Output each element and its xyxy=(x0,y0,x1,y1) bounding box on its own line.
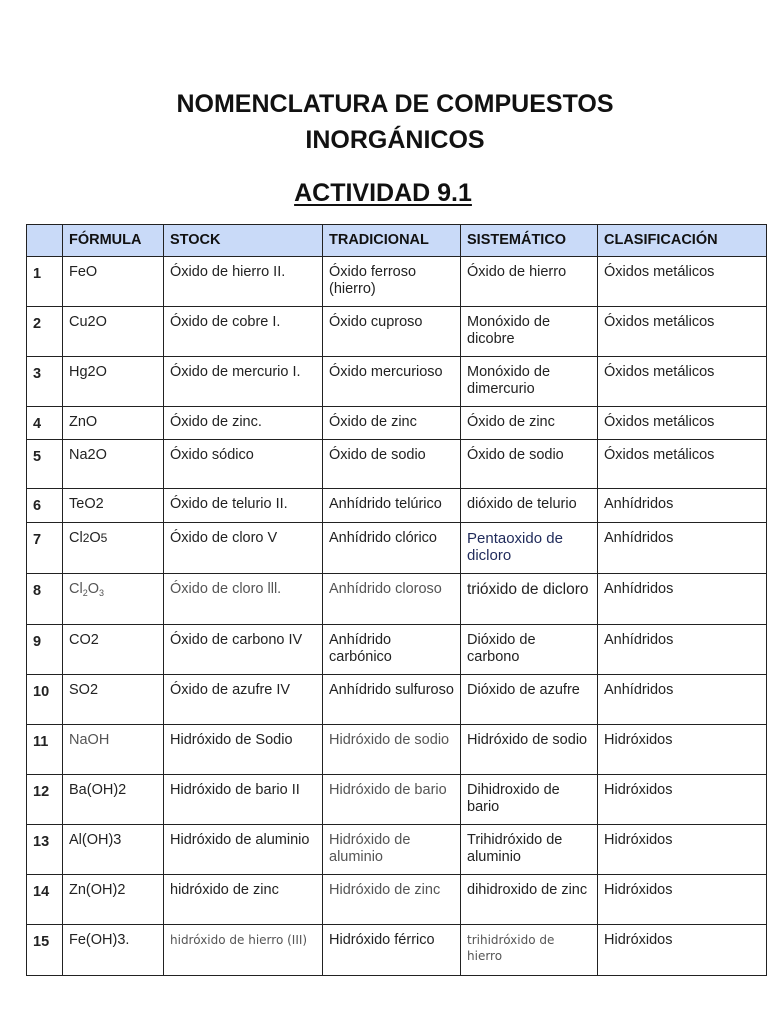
stock-cell: Óxido de zinc. xyxy=(164,406,323,440)
table-header-row xyxy=(27,225,767,257)
table-row xyxy=(27,306,767,356)
tradicional-cell: Anhídrido telúrico xyxy=(323,489,461,523)
formula-cell: TeO2 xyxy=(63,489,164,523)
sistematico-cell: Dióxido de carbono xyxy=(461,624,598,674)
clasificacion-cell: Óxidos metálicos xyxy=(598,440,767,489)
sistematico-cell: Óxido de sodio xyxy=(461,440,598,489)
stock-cell: Óxido de telurio II. xyxy=(164,489,323,523)
title-line-2: INORGÁNICOS xyxy=(305,126,485,154)
sistematico-cell: Monóxido de dimercurio xyxy=(461,356,598,406)
table-row xyxy=(27,440,767,489)
header-tradicional: TRADICIONAL xyxy=(323,225,461,257)
formula-element: O xyxy=(87,580,99,597)
clasificacion-cell: Óxidos metálicos xyxy=(598,406,767,440)
sistematico-cell: dióxido de telurio xyxy=(461,489,598,523)
tradicional-cell: Óxido de zinc xyxy=(323,406,461,440)
tradicional-cell: Anhídrido clórico xyxy=(323,522,461,573)
title-line-1: NOMENCLATURA DE COMPUESTOS xyxy=(176,90,614,118)
tradicional-cell: Anhídrido carbónico xyxy=(323,624,461,674)
table-row xyxy=(27,522,767,573)
header-sistematico: SISTEMÁTICO xyxy=(461,225,598,257)
tradicional-cell: Óxido ferroso (hierro) xyxy=(323,256,461,306)
row-number: 15 xyxy=(27,924,63,975)
stock-cell: Óxido de cloro lll. xyxy=(164,573,323,624)
row-number: 13 xyxy=(27,824,63,874)
activity-subtitle: ACTIVIDAD 9.1 xyxy=(294,179,472,207)
clasificacion-cell: Anhídridos xyxy=(598,522,767,573)
row-number: 14 xyxy=(27,874,63,924)
header-number xyxy=(27,225,63,257)
row-number: 5 xyxy=(27,440,63,489)
clasificacion-cell: Hidróxidos xyxy=(598,924,767,975)
stock-cell: Óxido de azufre IV xyxy=(164,674,323,724)
row-number: 7 xyxy=(27,522,63,573)
stock-cell: hidróxido de zinc xyxy=(164,874,323,924)
formula-element: O xyxy=(89,529,101,546)
clasificacion-cell: Hidróxidos xyxy=(598,724,767,774)
tradicional-cell: Óxido mercurioso xyxy=(323,356,461,406)
row-number: 3 xyxy=(27,356,63,406)
table-row xyxy=(27,489,767,523)
row-number: 2 xyxy=(27,306,63,356)
sistematico-cell: Dióxido de azufre xyxy=(461,674,598,724)
tradicional-cell: Hidróxido de bario xyxy=(323,774,461,824)
clasificacion-cell: Óxidos metálicos xyxy=(598,356,767,406)
formula-subscript: 2 xyxy=(82,530,90,545)
clasificacion-cell: Hidróxidos xyxy=(598,874,767,924)
row-number: 6 xyxy=(27,489,63,523)
nomenclature-table xyxy=(26,224,767,976)
sistematico-cell: Óxido de zinc xyxy=(461,406,598,440)
table-row xyxy=(27,774,767,824)
sistematico-cell: trióxido de dicloro xyxy=(461,573,598,624)
stock-cell: Hidróxido de Sodio xyxy=(164,724,323,774)
clasificacion-cell: Hidróxidos xyxy=(598,774,767,824)
table-row xyxy=(27,406,767,440)
formula-cell xyxy=(63,573,164,624)
stock-cell: Óxido de hierro II. xyxy=(164,256,323,306)
stock-cell: Óxido de cobre I. xyxy=(164,306,323,356)
table-row xyxy=(27,356,767,406)
formula-cell: ZnO xyxy=(63,406,164,440)
row-number: 12 xyxy=(27,774,63,824)
stock-cell: hidróxido de hierro (III) xyxy=(164,924,323,975)
table-row xyxy=(27,924,767,975)
formula-cell xyxy=(63,522,164,573)
header-stock: STOCK xyxy=(164,225,323,257)
row-number: 4 xyxy=(27,406,63,440)
tradicional-cell: Anhídrido sulfuroso xyxy=(323,674,461,724)
sistematico-cell: trihidróxido de hierro xyxy=(461,924,598,975)
row-number: 10 xyxy=(27,674,63,724)
clasificacion-cell: Óxidos metálicos xyxy=(598,256,767,306)
row-number: 9 xyxy=(27,624,63,674)
table-row xyxy=(27,824,767,874)
sistematico-cell: Hidróxido de sodio xyxy=(461,724,598,774)
table-row xyxy=(27,724,767,774)
tradicional-cell: Óxido cuproso xyxy=(323,306,461,356)
tradicional-cell: Hidróxido férrico xyxy=(323,924,461,975)
row-number: 11 xyxy=(27,724,63,774)
formula-cell: SO2 xyxy=(63,674,164,724)
formula-cell: Na2O xyxy=(63,440,164,489)
tradicional-cell: Hidróxido de zinc xyxy=(323,874,461,924)
row-number: 8 xyxy=(27,573,63,624)
tradicional-cell: Óxido de sodio xyxy=(323,440,461,489)
formula-cell: Ba(OH)2 xyxy=(63,774,164,824)
formula-cell: Fe(OH)3. xyxy=(63,924,164,975)
row-number: 1 xyxy=(27,256,63,306)
stock-cell: Óxido sódico xyxy=(164,440,323,489)
tradicional-cell: Hidróxido de sodio xyxy=(323,724,461,774)
table-row xyxy=(27,573,767,624)
stock-cell: Óxido de cloro V xyxy=(164,522,323,573)
formula-subscript: 3 xyxy=(99,587,105,598)
stock-cell: Hidróxido de aluminio xyxy=(164,824,323,874)
stock-cell: Hidróxido de bario II xyxy=(164,774,323,824)
clasificacion-cell: Anhídridos xyxy=(598,674,767,724)
clasificacion-cell: Óxidos metálicos xyxy=(598,306,767,356)
formula-cell: Hg2O xyxy=(63,356,164,406)
tradicional-cell: Anhídrido cloroso xyxy=(323,573,461,624)
table-row xyxy=(27,624,767,674)
tradicional-cell: Hidróxido de aluminio xyxy=(323,824,461,874)
clasificacion-cell: Anhídridos xyxy=(598,624,767,674)
formula-element: Cl xyxy=(69,580,83,597)
stock-cell: Óxido de carbono IV xyxy=(164,624,323,674)
formula-cell: Zn(OH)2 xyxy=(63,874,164,924)
formula-subscript: 5 xyxy=(100,530,108,545)
table-row xyxy=(27,674,767,724)
table-row xyxy=(27,874,767,924)
stock-cell: Óxido de mercurio I. xyxy=(164,356,323,406)
formula-cell: Cu2O xyxy=(63,306,164,356)
table-row xyxy=(27,256,767,306)
header-formula: FÓRMULA xyxy=(63,225,164,257)
header-clasificacion: CLASIFICACIÓN xyxy=(598,225,767,257)
formula-element: Cl xyxy=(69,529,83,546)
sistematico-cell: Monóxido de dicobre xyxy=(461,306,598,356)
clasificacion-cell: Anhídridos xyxy=(598,573,767,624)
page-title xyxy=(0,86,768,158)
sistematico-cell: Dihidroxido de bario xyxy=(461,774,598,824)
sistematico-cell: dihidroxido de zinc xyxy=(461,874,598,924)
clasificacion-cell: Anhídridos xyxy=(598,489,767,523)
formula-cell: FeO xyxy=(63,256,164,306)
clasificacion-cell: Hidróxidos xyxy=(598,824,767,874)
formula-cell: NaOH xyxy=(63,724,164,774)
sistematico-cell: Trihidróxido de aluminio xyxy=(461,824,598,874)
formula-cell: Al(OH)3 xyxy=(63,824,164,874)
formula-subscript: 2 xyxy=(82,587,88,598)
formula-cell: CO2 xyxy=(63,624,164,674)
sistematico-cell: Óxido de hierro xyxy=(461,256,598,306)
sistematico-cell: Pentaoxido de dicloro xyxy=(461,522,598,573)
